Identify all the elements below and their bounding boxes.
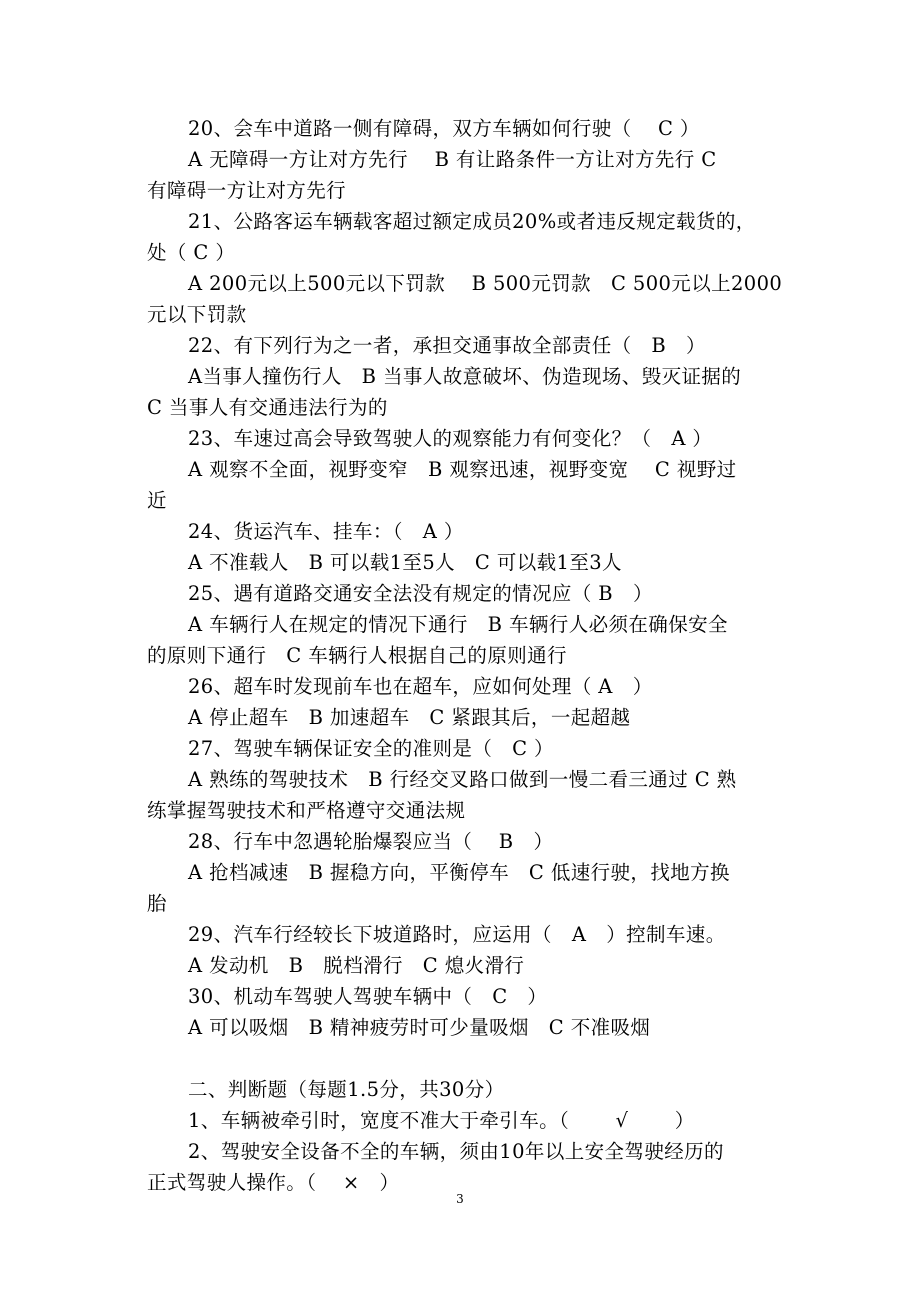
- question-26: [147, 671, 792, 733]
- question-stem: 20、会车中道路一侧有障碍，双方车辆如何行驶（ C ）: [188, 117, 700, 140]
- question-stem: 26、超车时发现前车也在超车，应如何处理（ A ）: [188, 675, 653, 698]
- question-30: [147, 981, 792, 1043]
- page-content: [147, 113, 792, 1198]
- question-options: A 200元以上500元以下罚款 B 500元罚款 C 500元以上2000: [188, 272, 783, 295]
- question-options-continued: 练掌握驾驶技术和严格遵守交通法规: [147, 799, 466, 822]
- question-24: [147, 516, 792, 578]
- question-stem: 29、汽车行经较长下坡道路时，应运用（ A ）控制车速。: [188, 923, 726, 946]
- question-options: A 发动机 B 脱档滑行 C 熄火滑行: [188, 954, 525, 977]
- question-options: A 车辆行人在规定的情况下通行 B 车辆行人必须在确保安全: [188, 613, 728, 636]
- question-25: [147, 578, 792, 671]
- question-27: [147, 733, 792, 826]
- question-options: A 抢档减速 B 握稳方向，平衡停车 C 低速行驶，找地方换: [188, 861, 730, 884]
- question-options: A当事人撞伤行人 B 当事人故意破坏、伪造现场、毁灭证据的: [188, 365, 742, 388]
- question-23: [147, 423, 792, 516]
- question-stem: 24、货运汽车、挂车：（ A ）: [188, 520, 464, 543]
- question-stem: 23、车速过高会导致驾驶人的观察能力有何变化？（ A ）: [188, 427, 713, 450]
- question-options-continued: C 当事人有交通违法行为的: [147, 396, 388, 419]
- question-stem: 22、有下列行为之一者，承担交通事故全部责任（ B ）: [188, 334, 706, 357]
- section-heading: 二、判断题（每题1.5分，共30分）: [188, 1078, 505, 1101]
- question-options: A 观察不全面，视野变窄 B 观察迅速，视野变宽 C 视野过: [188, 458, 737, 481]
- question-stem: 27、驾驶车辆保证安全的准则是（ C ）: [188, 737, 554, 760]
- question-options-continued: 元以下罚款: [147, 303, 247, 326]
- question-options-continued: 的原则下通行 C 车辆行人根据自己的原则通行: [147, 644, 567, 667]
- question-stem-continued: 处（ C ）: [147, 241, 236, 264]
- page-number: 3: [456, 1192, 464, 1206]
- question-21: [147, 206, 792, 330]
- question-options-continued: 有障碍一方让对方先行: [147, 179, 347, 202]
- question-stem: 28、行车中忽遇轮胎爆裂应当（ B ）: [188, 830, 554, 853]
- question-28: [147, 826, 792, 919]
- question-options-continued: 胎: [147, 892, 167, 915]
- judgment-item-1: 1、车辆被牵引时，宽度不准大于牵引车。（ √ ）: [188, 1109, 695, 1132]
- judgment-item-2: 2、驾驶安全设备不全的车辆，须由10年以上安全驾驶经历的: [188, 1140, 724, 1163]
- question-options: A 停止超车 B 加速超车 C 紧跟其后，一起超越: [188, 706, 631, 729]
- judgment-item-2-continued: 正式驾驶人操作。（ × ）: [147, 1171, 400, 1194]
- question-20: [147, 113, 792, 206]
- question-stem: 21、公路客运车辆载客超过额定成员20%或者违反规定载货的，: [188, 210, 756, 233]
- question-29: [147, 919, 792, 981]
- question-stem: 25、遇有道路交通安全法没有规定的情况应（ B ）: [188, 582, 653, 605]
- question-stem: 30、机动车驾驶人驾驶车辆中（ C ）: [188, 985, 548, 1008]
- question-options: A 熟练的驾驶技术 B 行经交叉路口做到一慢二看三通过 C 熟: [188, 768, 737, 791]
- section-true-false: [147, 1074, 792, 1198]
- question-options-continued: 近: [147, 489, 167, 512]
- question-options: A 无障碍一方让对方先行 B 有让路条件一方让对方先行 C: [188, 148, 717, 171]
- question-options: A 可以吸烟 B 精神疲劳时可少量吸烟 C 不准吸烟: [188, 1016, 651, 1039]
- question-options: A 不准载人 B 可以载1至5人 C 可以载1至3人: [188, 551, 622, 574]
- question-22: [147, 330, 792, 423]
- section-spacer: [147, 1043, 792, 1074]
